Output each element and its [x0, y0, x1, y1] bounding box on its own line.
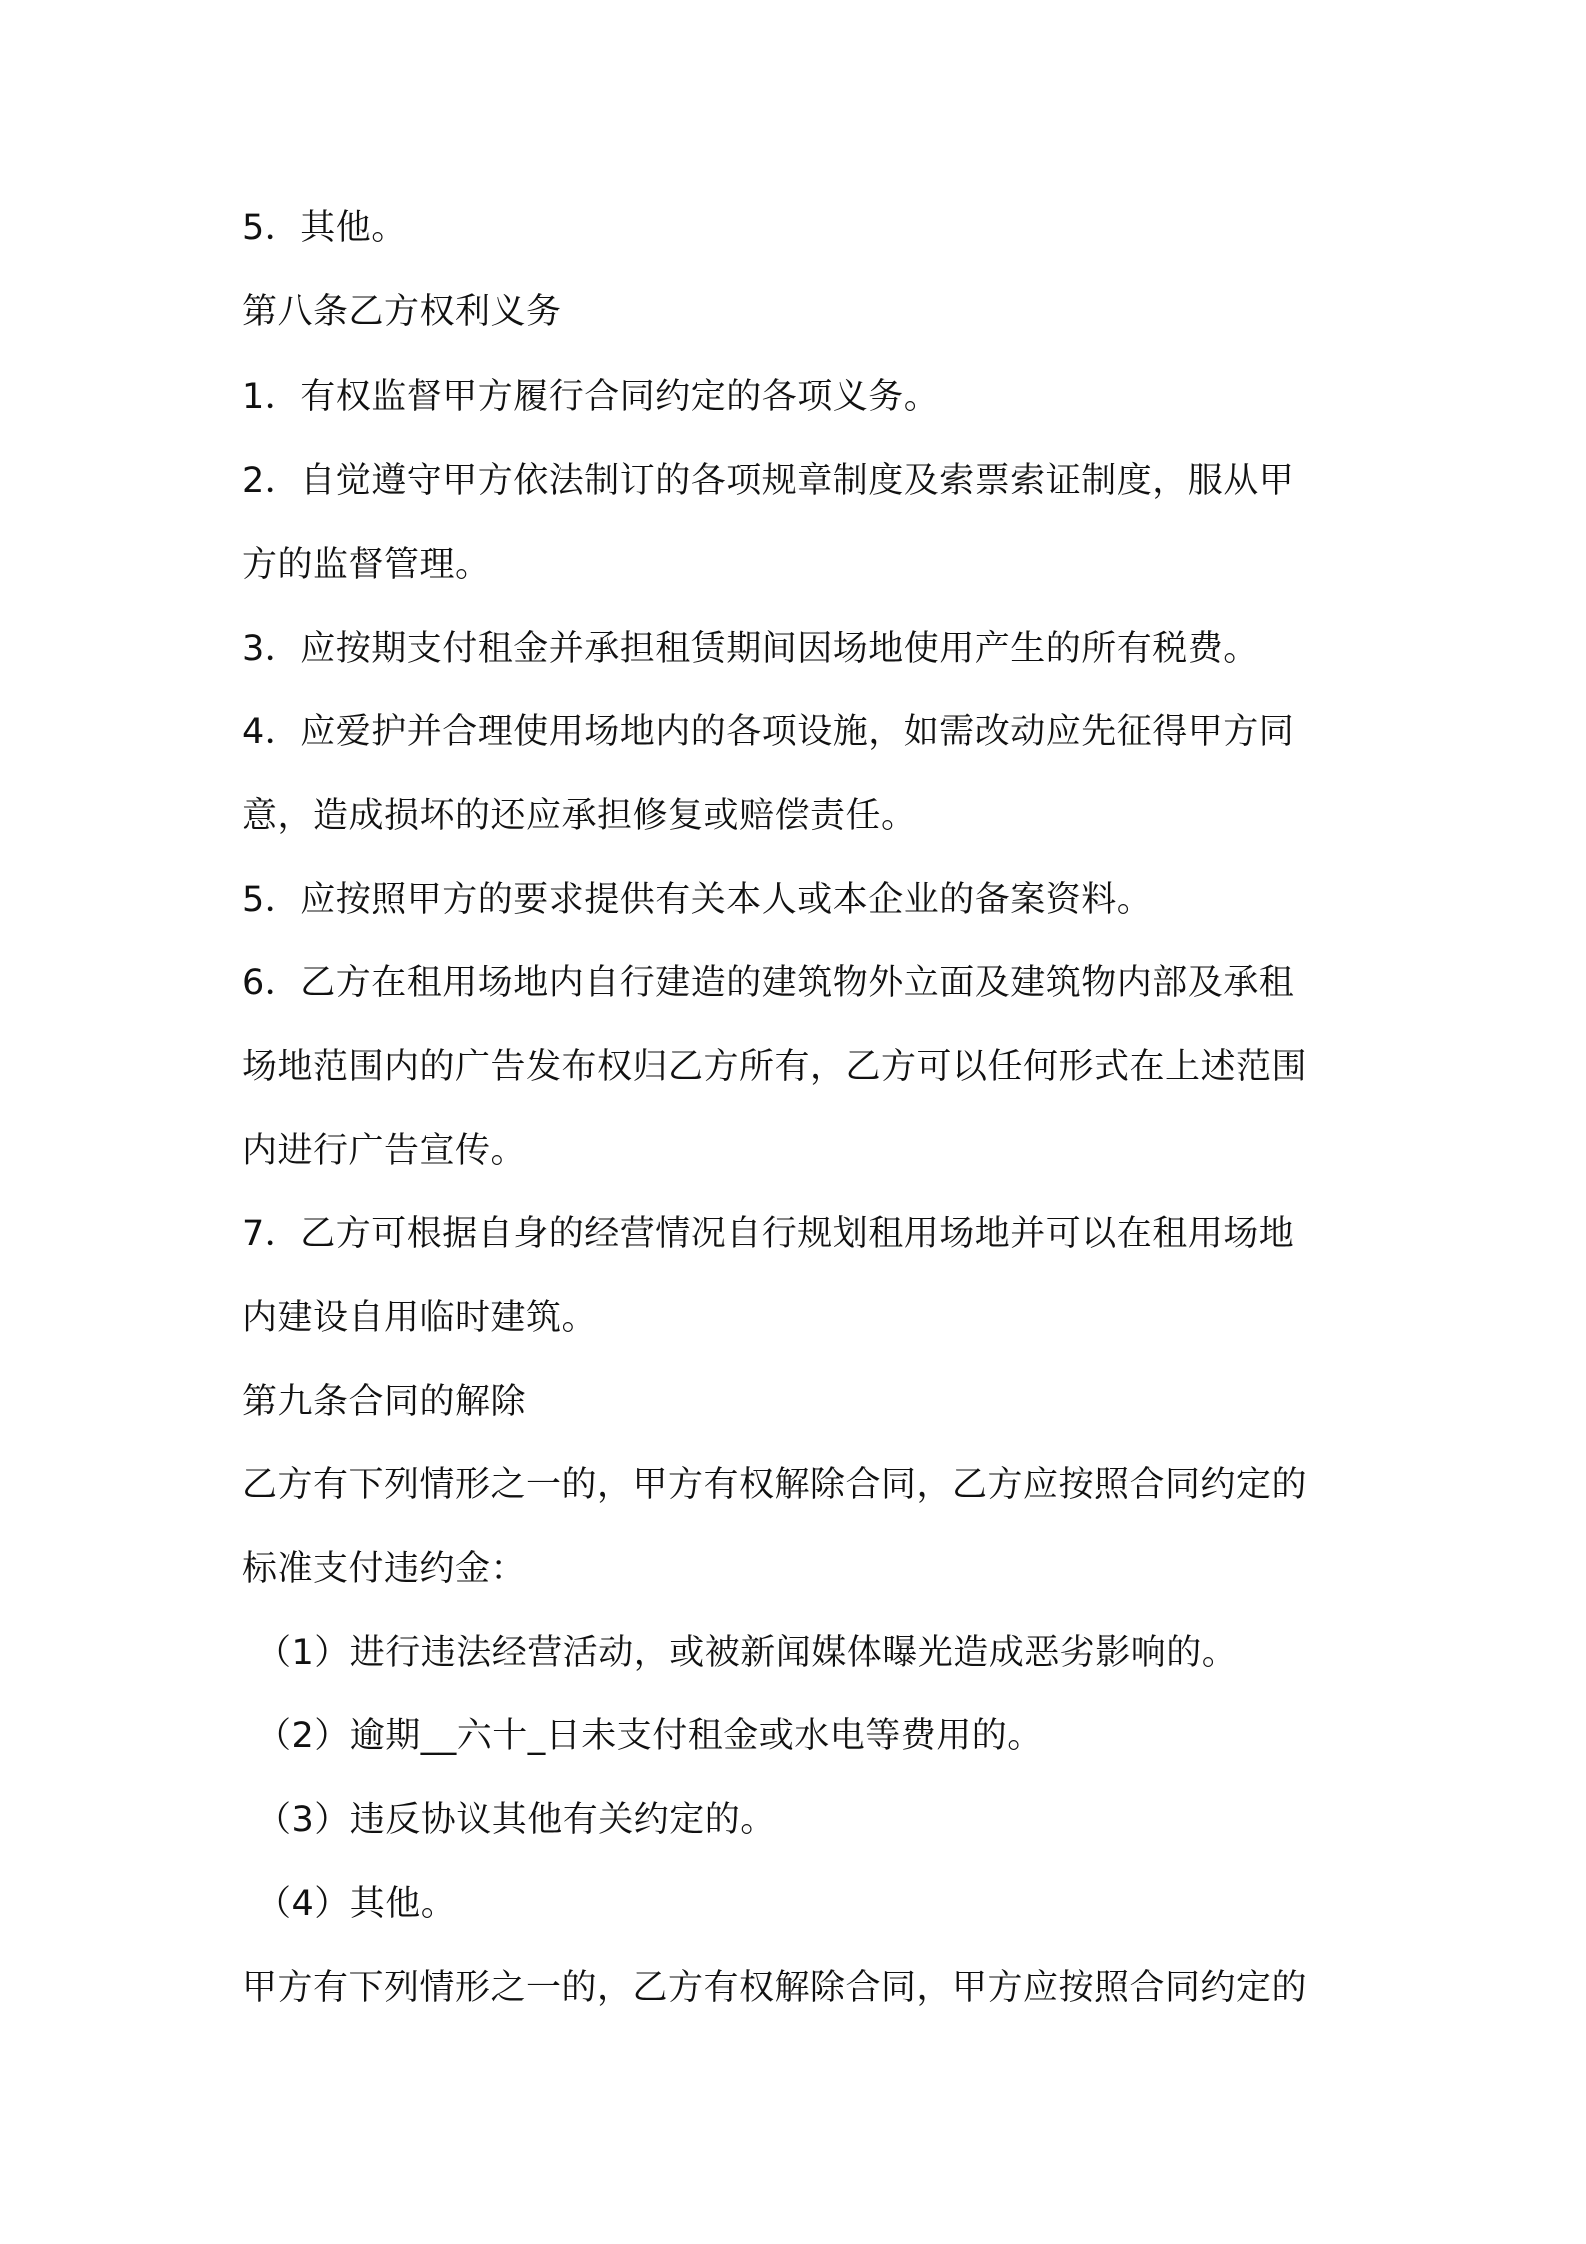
- list-item-1: （1）进行违法经营活动，或被新闻媒体曝光造成恶劣影响的。: [256, 1633, 1238, 1673]
- text-line-16: 乙方有下列情形之一的，甲方有权解除合同，乙方应按照合同约定的: [242, 1465, 1308, 1505]
- text-line-3: 1．有权监督甲方履行合同约定的各项义务。: [242, 377, 940, 417]
- text-line-6: 3．应按期支付租金并承担租赁期间因场地使用产生的所有税费。: [242, 629, 1259, 669]
- text-line-1: 5．其他。: [242, 208, 407, 248]
- text-line-17: 标准支付违约金：: [242, 1549, 527, 1589]
- text-line-7: 4．应爱护并合理使用场地内的各项设施，如需改动应先征得甲方同: [242, 712, 1295, 752]
- text-line-22: 甲方有下列情形之一的，乙方有权解除合同，甲方应按照合同约定的: [242, 1968, 1308, 2008]
- section-heading-8: 第八条乙方权利义务: [242, 292, 562, 332]
- text-line-4: 2．自觉遵守甲方依法制订的各项规章制度及索票索证制度，服从甲: [242, 461, 1295, 501]
- text-line-5: 方的监督管理。: [242, 545, 491, 585]
- text-line-11: 场地范围内的广告发布权归乙方所有，乙方可以任何形式在上述范围: [242, 1047, 1308, 1087]
- text-line-12: 内进行广告宣传。: [242, 1131, 527, 1171]
- text-line-13: 7．乙方可根据自身的经营情况自行规划租用场地并可以在租用场地: [242, 1214, 1295, 1254]
- text-line-10: 6．乙方在租用场地内自行建造的建筑物外立面及建筑物内部及承租: [242, 963, 1295, 1003]
- list-item-4: （4）其他。: [256, 1884, 457, 1924]
- text-line-14: 内建设自用临时建筑。: [242, 1298, 598, 1338]
- text-line-9: 5．应按照甲方的要求提供有关本人或本企业的备案资料。: [242, 880, 1153, 920]
- list-item-3: （3）违反协议其他有关约定的。: [256, 1800, 776, 1840]
- text-line-8: 意，造成损坏的还应承担修复或赔偿责任。: [242, 796, 917, 836]
- list-item-2: （2）逾期__六十_日未支付租金或水电等费用的。: [256, 1716, 1043, 1756]
- section-heading-9: 第九条合同的解除: [242, 1382, 527, 1422]
